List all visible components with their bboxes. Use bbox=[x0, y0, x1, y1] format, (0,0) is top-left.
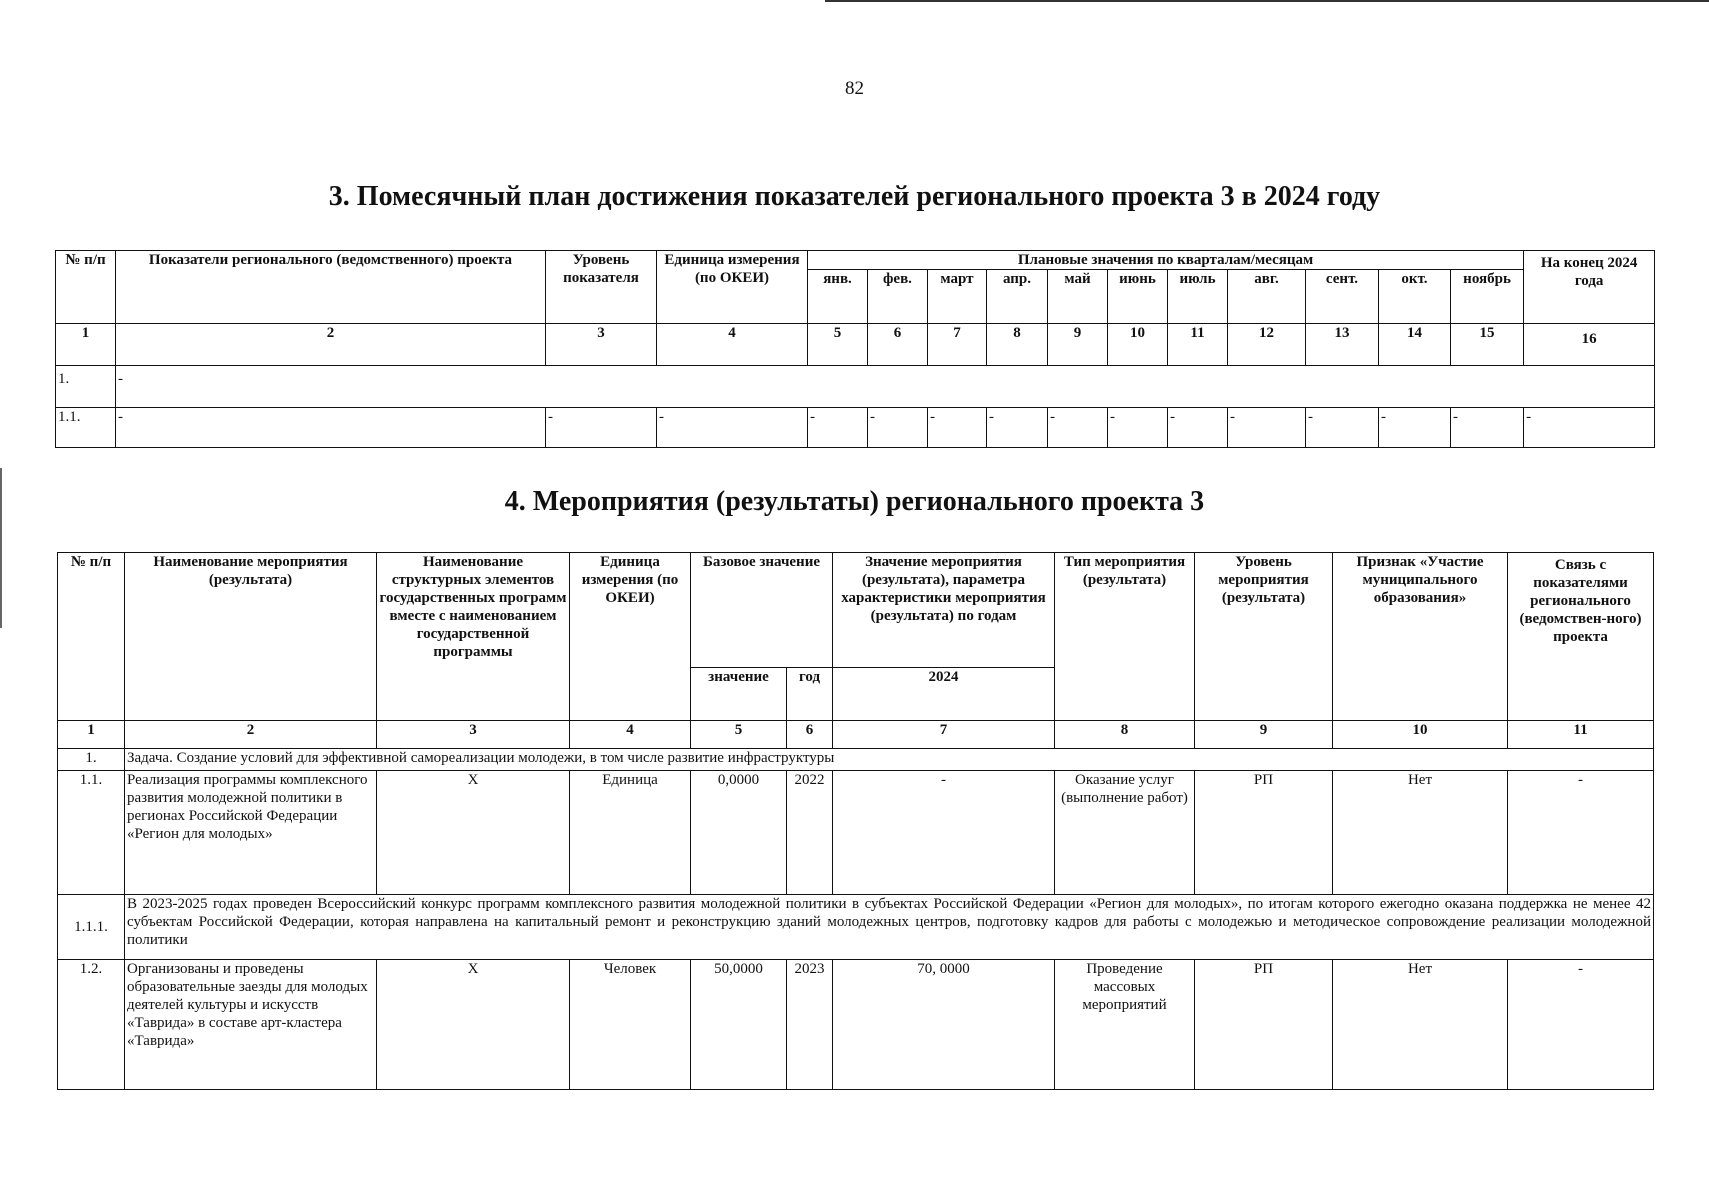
table-cell: - bbox=[1451, 408, 1524, 448]
column-number: 16 bbox=[1524, 324, 1655, 366]
month-header: июль bbox=[1168, 270, 1228, 324]
month-header: апр. bbox=[987, 270, 1048, 324]
month-header: янв. bbox=[808, 270, 868, 324]
type-cell: Проведение массовых мероприятий bbox=[1055, 960, 1195, 1090]
column-number: 9 bbox=[1048, 324, 1108, 366]
header-unit: Единица измерения (по ОКЕИ) bbox=[657, 251, 808, 324]
table-cell: - bbox=[1306, 408, 1379, 448]
table-cell: - bbox=[546, 408, 657, 448]
row-number: 1.1. bbox=[56, 408, 116, 448]
scan-edge-line bbox=[825, 0, 1709, 2]
task-text: Задача. Создание условий для эффективной самореализации молодежи, в том числе развитие инфраструктуры bbox=[125, 749, 1654, 771]
table-cell: - bbox=[808, 408, 868, 448]
header-structural: Наименование структурных элементов государственных программ вместе с наименованием государственной программы bbox=[377, 553, 570, 721]
column-number: 6 bbox=[868, 324, 928, 366]
table-cell: - bbox=[1048, 408, 1108, 448]
column-number: 10 bbox=[1108, 324, 1168, 366]
column-number: 11 bbox=[1508, 721, 1654, 749]
monthly-plan-table bbox=[55, 250, 1655, 448]
column-number: 3 bbox=[546, 324, 657, 366]
section3-title: 3. Помесячный план достижения показателей регионального проекта 3 в 2024 году bbox=[328, 181, 1381, 212]
level-cell: РП bbox=[1195, 960, 1333, 1090]
table-cell: - bbox=[1168, 408, 1228, 448]
column-number: 14 bbox=[1379, 324, 1451, 366]
table-cell: - bbox=[1524, 408, 1655, 448]
month-header: сент. bbox=[1306, 270, 1379, 324]
table-cell: - bbox=[987, 408, 1048, 448]
row-number: 1.1. bbox=[58, 771, 125, 895]
row-number: 1.2. bbox=[58, 960, 125, 1090]
month-header: ноябрь bbox=[1451, 270, 1524, 324]
header-base: Базовое значение bbox=[691, 553, 833, 668]
column-number: 5 bbox=[691, 721, 787, 749]
level-cell: РП bbox=[1195, 771, 1333, 895]
structural-cell: Х bbox=[377, 960, 570, 1090]
header-num: № п/п bbox=[56, 251, 116, 324]
table-cell: - bbox=[116, 408, 546, 448]
month-header: май bbox=[1048, 270, 1108, 324]
column-number: 9 bbox=[1195, 721, 1333, 749]
unit-cell: Человек bbox=[570, 960, 691, 1090]
month-header: фев. bbox=[868, 270, 928, 324]
column-number: 8 bbox=[1055, 721, 1195, 749]
column-number: 12 bbox=[1228, 324, 1306, 366]
header-name: Наименование мероприятия (результата) bbox=[125, 553, 377, 721]
base-value-cell: 0,0000 bbox=[691, 771, 787, 895]
base-year-cell: 2022 bbox=[787, 771, 833, 895]
value-cell: - bbox=[833, 771, 1055, 895]
header-num: № п/п bbox=[58, 553, 125, 721]
header-type: Тип мероприятия (результата) bbox=[1055, 553, 1195, 721]
base-value-cell: 50,0000 bbox=[691, 960, 787, 1090]
column-number: 11 bbox=[1168, 324, 1228, 366]
month-header: март bbox=[928, 270, 987, 324]
header-unit: Единица измерения (по ОКЕИ) bbox=[570, 553, 691, 721]
link-cell: - bbox=[1508, 960, 1654, 1090]
header-link: Связь с показателями регионального (ведомствен-ного) проекта bbox=[1508, 553, 1654, 721]
column-number: 3 bbox=[377, 721, 570, 749]
header-level: Уровень мероприятия (результата) bbox=[1195, 553, 1333, 721]
activities-table bbox=[57, 552, 1654, 1090]
table-cell: - bbox=[1379, 408, 1451, 448]
header-base-year: год bbox=[787, 668, 833, 721]
column-number: 2 bbox=[125, 721, 377, 749]
activity-name: Реализация программы комплексного развития молодежной политики в регионах Российской Федерации «Регион для молодых» bbox=[125, 771, 377, 895]
column-number: 10 bbox=[1333, 721, 1508, 749]
header-value: Значение мероприятия (результата), параметра характеристики мероприятия (результата) по годам bbox=[833, 553, 1055, 668]
header-level: Уровень показателя bbox=[546, 251, 657, 324]
table-cell: - bbox=[868, 408, 928, 448]
row-text: - bbox=[116, 366, 1655, 408]
table-cell: - bbox=[928, 408, 987, 448]
column-number: 4 bbox=[657, 324, 808, 366]
header-indicators: Показатели регионального (ведомственного) проекта bbox=[116, 251, 546, 324]
row-number: 1. bbox=[56, 366, 116, 408]
structural-cell: Х bbox=[377, 771, 570, 895]
column-number: 7 bbox=[833, 721, 1055, 749]
section4-title: 4. Мероприятия (результаты) регионального проекта 3 bbox=[504, 486, 1205, 517]
column-number: 6 bbox=[787, 721, 833, 749]
type-cell: Оказание услуг (выполнение работ) bbox=[1055, 771, 1195, 895]
municipal-cell: Нет bbox=[1333, 960, 1508, 1090]
header-base-value: значение bbox=[691, 668, 787, 721]
municipal-cell: Нет bbox=[1333, 771, 1508, 895]
header-value-year: 2024 bbox=[833, 668, 1055, 721]
month-header: окт. bbox=[1379, 270, 1451, 324]
column-number: 13 bbox=[1306, 324, 1379, 366]
header-year-end: На конец 2024 года bbox=[1524, 251, 1655, 324]
month-header: авг. bbox=[1228, 270, 1306, 324]
column-number: 2 bbox=[116, 324, 546, 366]
activity-name: Организованы и проведены образовательные заезды для молодых деятелей культуры и искусств «Таврида» в составе арт-кластера «Таврида» bbox=[125, 960, 377, 1090]
table-cell: - bbox=[1108, 408, 1168, 448]
value-cell: 70, 0000 bbox=[833, 960, 1055, 1090]
table-cell: - bbox=[657, 408, 808, 448]
month-header: июнь bbox=[1108, 270, 1168, 324]
header-municipal: Признак «Участие муниципального образования» bbox=[1333, 553, 1508, 721]
column-number: 1 bbox=[58, 721, 125, 749]
link-cell: - bbox=[1508, 771, 1654, 895]
page-number: 82 bbox=[845, 78, 864, 99]
column-number: 8 bbox=[987, 324, 1048, 366]
column-number: 15 bbox=[1451, 324, 1524, 366]
note-text: В 2023-2025 годах проведен Всероссийский конкурс программ комплексного развития молодежной политики в субъектах Российской Федерации «Регион для молодых», по итогам которого ежегодно оказана поддержка не менее 42 субъектам Российской Федерации, которая направлена на капитальный ремонт и реконструкцию зданий молодежных центров, подготовку кадров для работы с молодежью и методическое сопровождение реализации молодежной политики bbox=[125, 895, 1654, 960]
column-number: 4 bbox=[570, 721, 691, 749]
table-cell: - bbox=[1228, 408, 1306, 448]
unit-cell: Единица bbox=[570, 771, 691, 895]
column-number: 7 bbox=[928, 324, 987, 366]
base-year-cell: 2023 bbox=[787, 960, 833, 1090]
column-number: 1 bbox=[56, 324, 116, 366]
note-number: 1.1.1. bbox=[58, 895, 125, 960]
header-planned: Плановые значения по кварталам/месяцам bbox=[808, 251, 1524, 270]
task-number: 1. bbox=[58, 749, 125, 771]
column-number: 5 bbox=[808, 324, 868, 366]
